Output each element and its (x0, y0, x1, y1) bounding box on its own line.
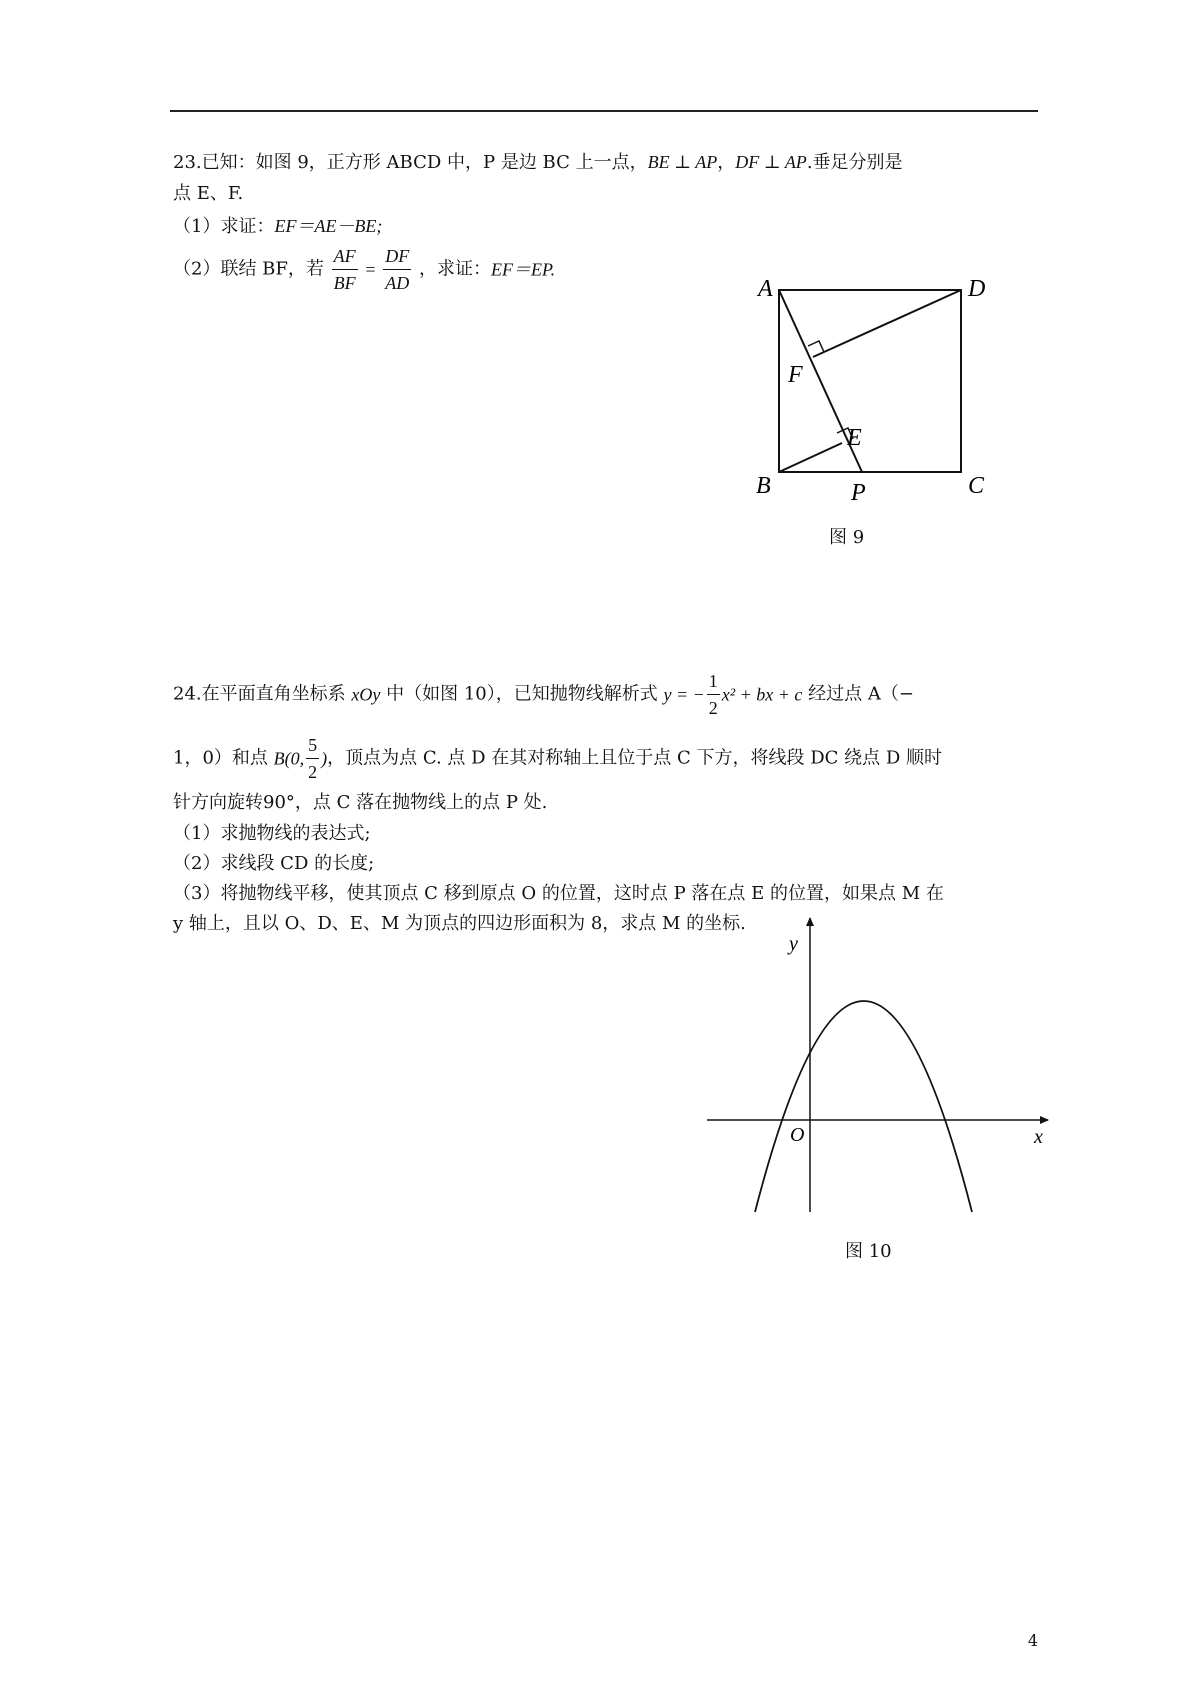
q23-perp-df-ap: DF ⊥ AP (735, 152, 807, 172)
q23-part1 (173, 215, 382, 238)
segment-be (779, 443, 842, 472)
q24-point-b-close: ) (321, 748, 328, 769)
figure-9-caption: 图 9 (829, 527, 865, 548)
q24-fraction-half (707, 668, 720, 721)
q24-52-num: 5 (306, 732, 319, 759)
frac1-num: AF (332, 243, 358, 270)
q24-eq-pre: y = − (663, 684, 705, 705)
square-abcd (779, 290, 961, 472)
q24-line2-a: 1，0）和点 (173, 747, 268, 769)
figure-10-caption: 图 10 (845, 1241, 892, 1262)
q24-fraction-five-halves (306, 732, 319, 785)
header-rule (170, 110, 1038, 112)
label-y: y (789, 933, 798, 955)
q24-line2-b: ，顶点为点 C. 点 D 在其对称轴上且位于点 C 下方，将线段 DC 绕点 D 顺时 (327, 747, 943, 769)
label-origin: O (790, 1124, 805, 1146)
q23-fraction-af-bf (332, 243, 358, 296)
q24-part4: y 轴上，且以 O、D、E、M 为顶点的四边形面积为 8，求点 M 的坐标. (173, 913, 746, 934)
q24-line1 (173, 668, 914, 721)
q24-stem-3: 经过点 A（− (808, 683, 914, 705)
segment-df (813, 290, 961, 357)
frac2-num: DF (383, 243, 411, 270)
q24-stem: 24.在平面直角坐标系 (173, 683, 346, 705)
label-d: D (968, 276, 986, 302)
q24-half-den: 2 (708, 698, 718, 718)
q24-half-num: 1 (707, 668, 720, 695)
label-a: A (758, 276, 773, 302)
q23-line1 (173, 151, 903, 174)
parabola-curve (755, 1001, 972, 1212)
q23-line1-end: .垂足分别是 (806, 152, 903, 173)
q23-perp-be-ap: BE ⊥ AP (647, 152, 718, 172)
label-p: P (851, 480, 866, 506)
frac1-den: BF (333, 273, 356, 293)
label-f: F (788, 362, 803, 388)
q24-stem-2: 中（如图 10），已知抛物线解析式 (386, 683, 658, 705)
q23-line2: 点 E、F. (173, 183, 244, 204)
q24-xoy: xOy (351, 684, 381, 705)
page-number: 4 (1027, 1631, 1038, 1650)
q23-part2-mid: ，求证： (418, 258, 491, 280)
frac2-den: AD (385, 273, 410, 293)
q23-part2-prefix: （2）联结 BF，若 (173, 258, 324, 280)
q24-eq-post: x² + bx + c (721, 684, 803, 705)
q24-part3: （3）将抛物线平移，使其顶点 C 移到原点 O 的位置，这时点 P 落在点 E 的位置，如果点 M 在 (173, 883, 944, 904)
q24-line3: 针方向旋转90°，点 C 落在抛物线上的点 P 处. (173, 792, 548, 813)
q23-part2-math: EF＝EP. (490, 259, 556, 280)
q23-part2 (173, 243, 555, 296)
q23-fraction-df-ad (383, 243, 411, 296)
q23-stem: 23.已知：如图 9，正方形 ABCD 中，P 是边 BC 上一点， (173, 152, 648, 173)
figure-9 (740, 270, 1000, 510)
q24-52-den: 2 (308, 762, 318, 782)
q24-part1: （1）求抛物线的表达式; (173, 823, 371, 844)
q23-part1-prefix: （1）求证： (173, 216, 275, 237)
q24-point-b: B(0, (273, 748, 305, 769)
label-b: B (756, 473, 771, 499)
q24-part2: （2）求线段 CD 的长度; (173, 853, 375, 874)
q23-part1-math: EF＝AE－BE; (274, 216, 383, 236)
label-x: x (1034, 1126, 1043, 1148)
figure-10 (700, 910, 1050, 1220)
q24-line2 (173, 732, 942, 785)
q23-equals: = (365, 259, 376, 280)
label-e: E (847, 425, 862, 451)
label-c: C (968, 473, 985, 499)
right-angle-f (808, 341, 824, 352)
q23-separator: ， (717, 152, 736, 173)
